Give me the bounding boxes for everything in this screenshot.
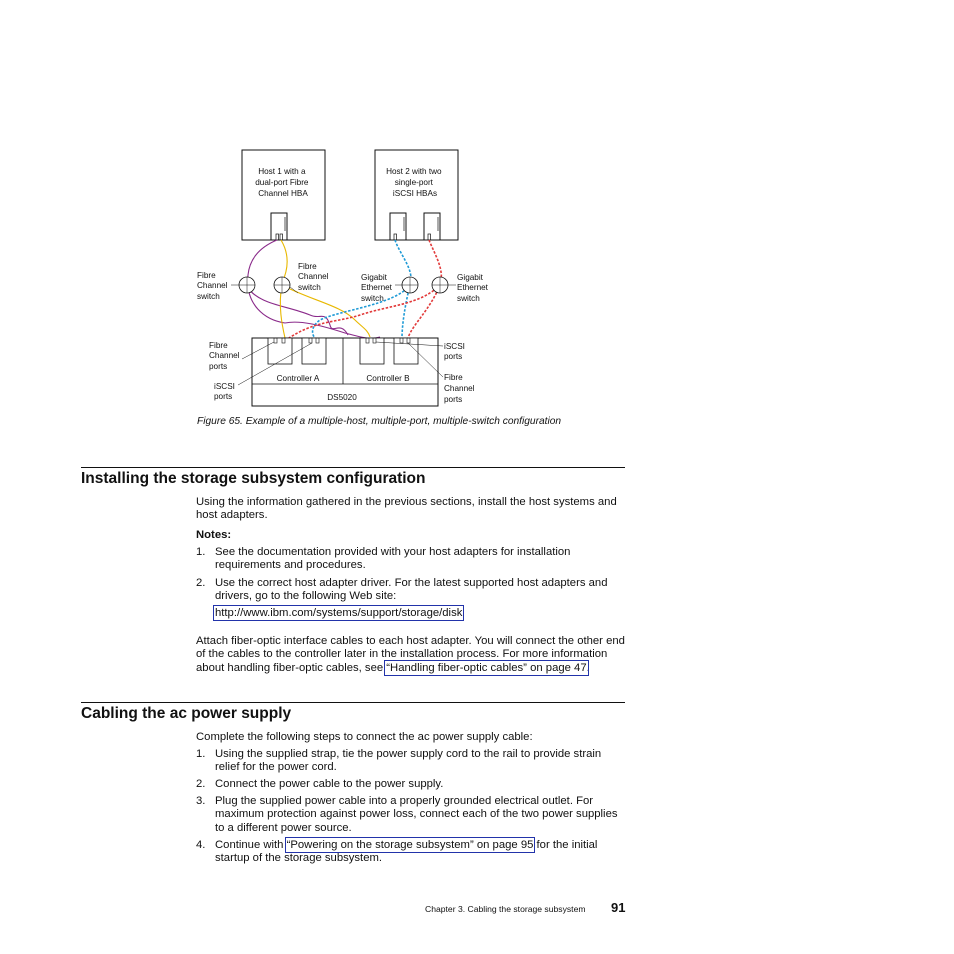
host2-label: Host 2 with two single-port iSCSI HBAs [386,167,442,198]
controller-a-label: Controller A [276,374,320,383]
footer-chapter: Chapter 3. Cabling the storage subsystem [425,904,586,914]
controller-b-label: Controller B [366,374,410,383]
section2-intro: Complete the following steps to connect the ac power supply cable: [196,731,533,743]
section-rule-2 [81,702,625,703]
fc-switch-left [239,277,255,293]
attach-cables-paragraph: Attach fiber-optic interface cables to each host adapter. You will connect the other end of the cables to the controller later in the installation process. For more information about handling fiber-optic cables, see “Handling fiber-optic cables” on page 47. [196,635,625,674]
controller-b-fc-module [394,338,418,364]
host2-hba-1 [390,213,406,240]
controller-a-iscsi-module [302,338,326,364]
ge-switch-left-label: Gigabit Ethernet switch [361,273,392,303]
section1-intro: Using the information gathered in the previous sections, install the host systems and host adapters. [196,496,617,522]
fc-switch-right-label: Fibre Channel switch [298,262,329,292]
configuration-diagram [190,145,510,410]
ge-switch-left [402,277,418,293]
host1-hba [271,213,287,240]
fc-switch-right [274,277,290,293]
figure-caption: Figure 65. Example of a multiple-host, multiple-port, multiple-switch configuration [197,416,562,427]
controller-b-iscsi-module [360,338,384,364]
host2-hba-2 [424,213,440,240]
iscsi-ports-right-label: iSCSI ports [444,342,465,361]
iscsi-ports-left-label: iSCSI ports [214,382,235,401]
host1-label: Host 1 with a dual-port Fibre Channel HBA [255,167,309,198]
section-rule-1 [81,467,625,468]
section-heading-installing: Installing the storage subsystem configuration [81,470,426,487]
powering-on-link[interactable]: “Powering on the storage subsystem” on page 95 [286,839,534,851]
section-heading-cabling: Cabling the ac power supply [81,705,292,722]
notes-label: Notes: [196,529,232,541]
fc-switch-left-label: Fibre Channel switch [197,271,228,301]
controller-a-fc-module [268,338,292,364]
handling-cables-link[interactable]: “Handling fiber-optic cables” on page 47 [386,661,587,674]
fc-ports-right-label: Fibre Channel ports [444,373,475,404]
ge-switch-right-label: Gigabit Ethernet switch [457,273,488,303]
support-url-link[interactable]: http://www.ibm.com/systems/support/storage/disk [215,607,463,619]
ds5020-label: DS5020 [327,393,357,402]
page-number: 91 [611,900,626,915]
ge-switch-right [432,277,448,293]
fc-cables-yellow [280,240,370,338]
fc-ports-left-label: Fibre Channel ports [209,341,240,371]
